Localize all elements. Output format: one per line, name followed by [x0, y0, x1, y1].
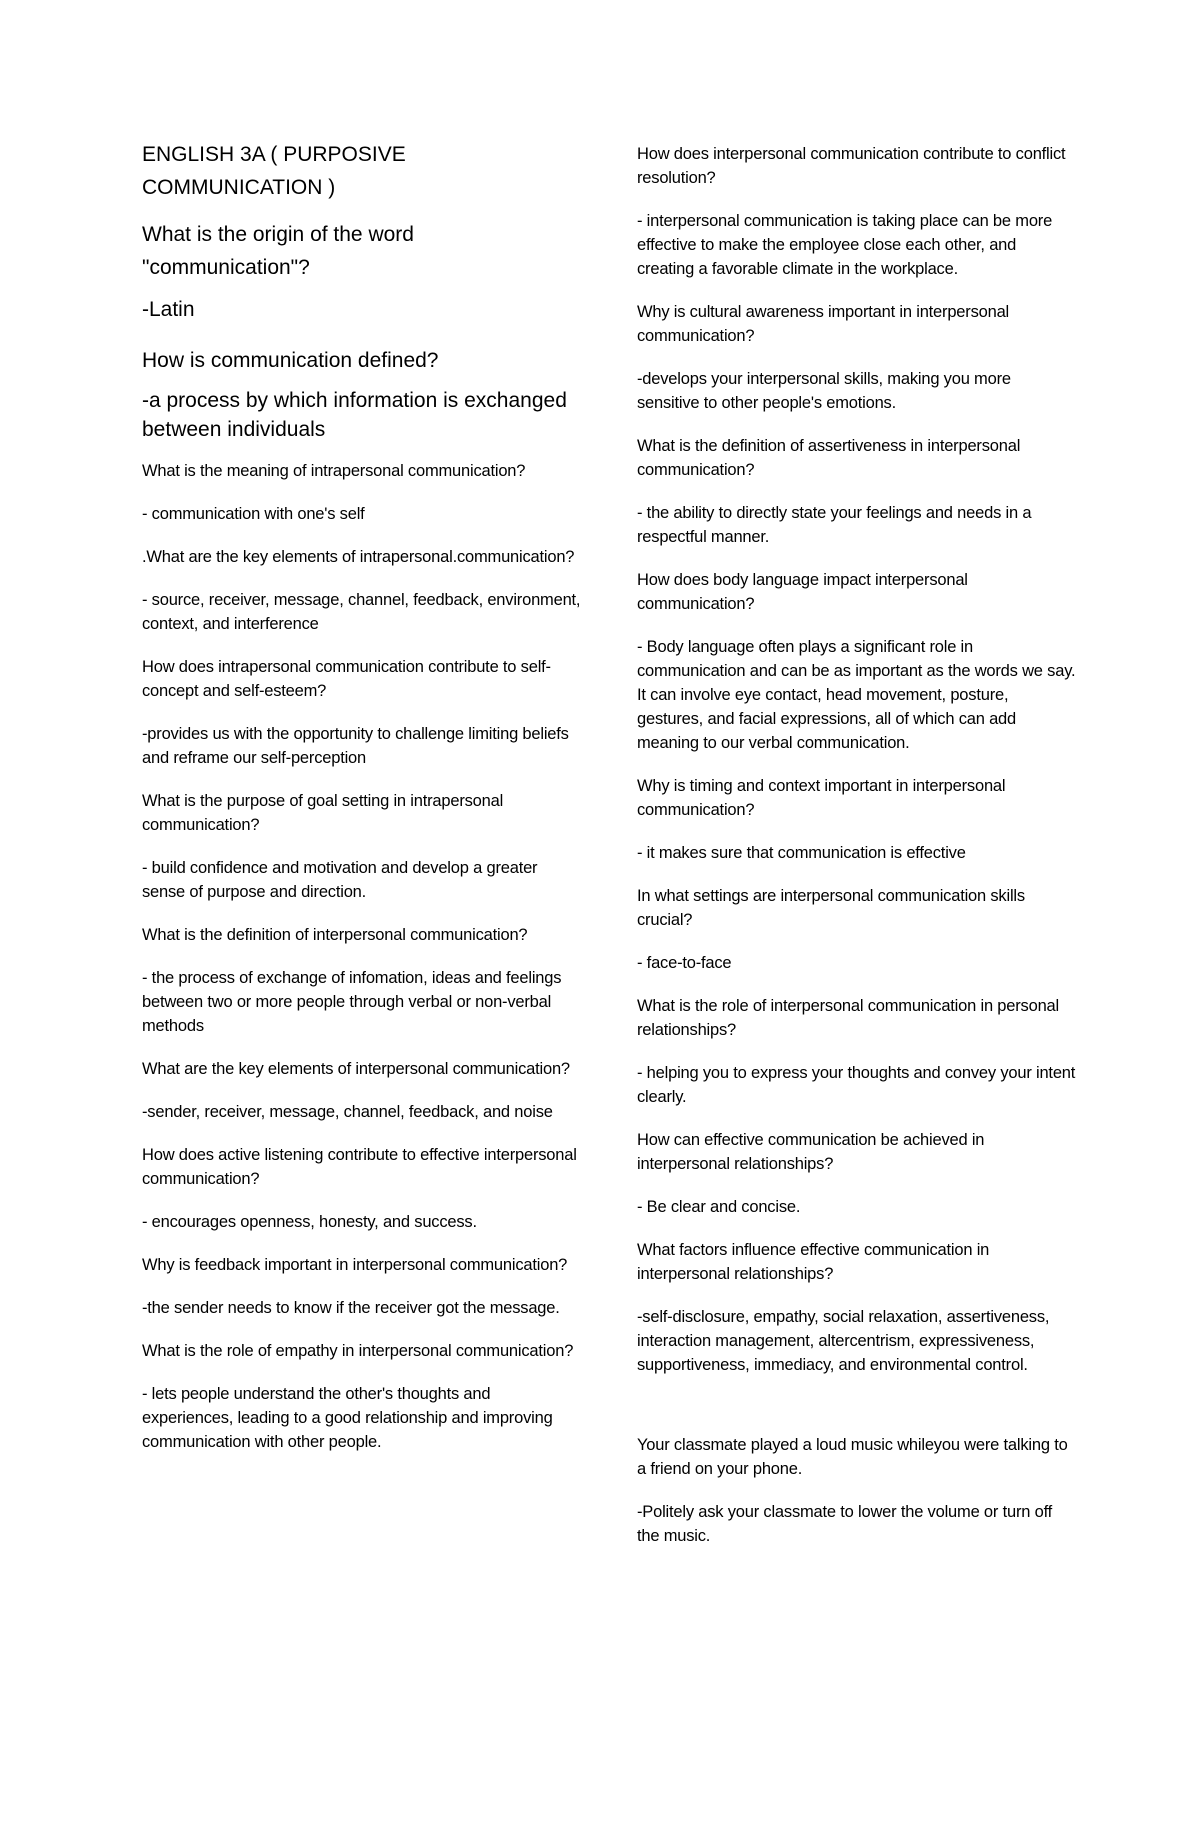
question: Why is feedback important in interpersonal communication? [142, 1256, 568, 1274]
question: How does intrapersonal communication contribute to self-concept and self-esteem? [142, 658, 551, 700]
answer: - lets people understand the other's thoughts and experiences, leading to a good relationship and improving communication with other people. [142, 1385, 553, 1451]
right-column [637, 142, 1077, 1567]
answer: - it makes sure that communication is effective [637, 844, 966, 862]
answer: - Body language often plays a significant role in communication and can be as important as the words we say. It can involve eye contact, head movement, posture, gestures, and facial expressions, all of which can add meaning to our verbal communication. [637, 638, 1076, 752]
question: Why is timing and context important in interpersonal communication? [637, 777, 1006, 819]
answer: - face-to-face [637, 954, 732, 972]
question: .What are the key elements of intrapersonal.communication? [142, 548, 575, 566]
answer: -self-disclosure, empathy, social relaxation, assertiveness, interaction management, altercentrism, expressiveness, supportiveness, immediacy, and environmental control. [637, 1308, 1050, 1374]
question: What are the key elements of interpersonal communication? [142, 1060, 570, 1078]
scenario-answer: -Politely ask your classmate to lower the volume or turn off the music. [637, 1503, 1053, 1545]
left-column [142, 138, 582, 1473]
answer: - communication with one's self [142, 505, 365, 523]
answer: - the ability to directly state your feelings and needs in a respectful manner. [637, 504, 1032, 546]
question-origin: What is the origin of the word "communication"? [142, 223, 414, 279]
answer: - Be clear and concise. [637, 1198, 801, 1216]
answer: - encourages openness, honesty, and success. [142, 1213, 477, 1231]
answer: - the process of exchange of infomation, ideas and feelings between two or more people through verbal or non-verbal methods [142, 969, 562, 1035]
answer: -sender, receiver, message, channel, feedback, and noise [142, 1103, 553, 1121]
question-definition: How is communication defined? [142, 349, 439, 372]
question: How does active listening contribute to effective interpersonal communication? [142, 1146, 577, 1188]
question: What is the definition of assertiveness in interpersonal communication? [637, 437, 1021, 479]
question: What is the definition of interpersonal communication? [142, 926, 528, 944]
answer: - source, receiver, message, channel, feedback, environment, context, and interference [142, 591, 581, 633]
answer-definition: -a process by which information is exchanged between individuals [142, 389, 567, 441]
answer: - helping you to express your thoughts and convey your intent clearly. [637, 1064, 1076, 1106]
question: How does body language impact interpersonal communication? [637, 571, 968, 613]
answer: -provides us with the opportunity to challenge limiting beliefs and reframe our self-perception [142, 725, 569, 767]
answer: -develops your interpersonal skills, making you more sensitive to other people's emotions. [637, 370, 1011, 412]
document-title: ENGLISH 3A ( PURPOSIVE COMMUNICATION ) [142, 143, 406, 199]
answer: - build confidence and motivation and develop a greater sense of purpose and direction. [142, 859, 538, 901]
answer: - interpersonal communication is taking place can be more effective to make the employee close each other, and creating a favorable climate in the workplace. [637, 212, 1053, 278]
answer: -the sender needs to know if the receiver got the message. [142, 1299, 560, 1317]
question: What is the purpose of goal setting in intrapersonal communication? [142, 792, 504, 834]
question: What factors influence effective communication in interpersonal relationships? [637, 1241, 990, 1283]
question: What is the meaning of intrapersonal communication? [142, 462, 526, 480]
question: How can effective communication be achieved in interpersonal relationships? [637, 1131, 985, 1173]
scenario-question: Your classmate played a loud music whileyou were talking to a friend on your phone. [637, 1436, 1068, 1478]
question: Why is cultural awareness important in interpersonal communication? [637, 303, 1010, 345]
question: What is the role of empathy in interpersonal communication? [142, 1342, 574, 1360]
answer-origin: -Latin [142, 298, 195, 321]
question: What is the role of interpersonal communication in personal relationships? [637, 997, 1060, 1039]
question: How does interpersonal communication contribute to conflict resolution? [637, 145, 1066, 187]
question: In what settings are interpersonal communication skills crucial? [637, 887, 1025, 929]
